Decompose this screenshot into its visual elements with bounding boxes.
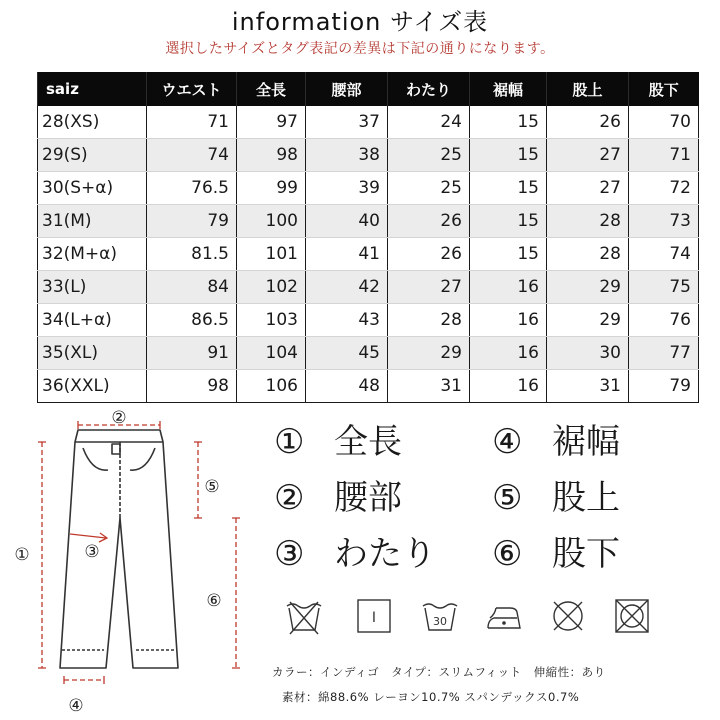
marker-5: ⑤ (204, 477, 220, 497)
table-cell: 27 (388, 271, 470, 304)
column-header: わたり (388, 72, 470, 106)
column-header: 股上 (547, 72, 629, 106)
dry-clean-letter: I (371, 610, 377, 626)
table-cell: 100 (237, 205, 306, 238)
table-cell: 43 (306, 304, 388, 337)
legend-number: ⑤ (492, 478, 523, 518)
table-cell: 103 (237, 304, 306, 337)
column-header: 股下 (629, 72, 699, 106)
table-cell: 79 (147, 205, 237, 238)
legend-label: わたり (334, 534, 436, 574)
table-cell: 91 (147, 337, 237, 370)
legend-number: ① (274, 422, 305, 462)
table-cell: 76.5 (147, 172, 237, 205)
table-cell: 104 (237, 337, 306, 370)
table-cell: 42 (306, 271, 388, 304)
table-cell: 70 (629, 106, 699, 139)
marker-1: ① (14, 545, 30, 565)
table-cell: 33(L) (38, 271, 147, 304)
table-cell: 75 (629, 271, 699, 304)
table-cell: 76 (629, 304, 699, 337)
table-row (38, 205, 699, 238)
table-cell: 40 (306, 205, 388, 238)
column-header: 腰部 (306, 72, 388, 106)
table-cell: 28 (547, 205, 629, 238)
table-cell: 36(XXL) (38, 370, 147, 403)
legend-label: 股上 (552, 478, 620, 518)
table-cell: 34(L+α) (38, 304, 147, 337)
table-row (38, 238, 699, 271)
table-cell: 31 (547, 370, 629, 403)
table-cell: 26 (388, 238, 470, 271)
table-cell: 77 (629, 337, 699, 370)
table-row (38, 271, 699, 304)
legend-label: 腰部 (334, 478, 402, 518)
table-cell: 16 (470, 304, 547, 337)
table-cell: 25 (388, 172, 470, 205)
table-cell: 15 (470, 106, 547, 139)
marker-6: ⑥ (206, 591, 222, 611)
page-title: information サイズ表 (231, 8, 489, 36)
table-cell: 15 (470, 205, 547, 238)
pants-diagram (0, 400, 270, 720)
table-cell: 29 (547, 271, 629, 304)
legend-number: ③ (274, 534, 305, 574)
column-header: 全長 (237, 72, 306, 106)
table-cell: 15 (470, 172, 547, 205)
marker-4: ④ (68, 696, 84, 716)
table-cell: 28 (547, 238, 629, 271)
do-not-wash-icon (284, 594, 324, 638)
legend-label: 全長 (334, 422, 402, 462)
spec-line-1: カラー：インディゴ タイプ：スリムフィット 伸縮性：あり (272, 665, 606, 679)
table-row (38, 139, 699, 172)
table-cell: 74 (147, 139, 237, 172)
do-not-tumble-dry-icon (612, 594, 652, 638)
size-table (37, 72, 699, 403)
spec-line-2: 素材：綿88.6% レーヨン10.7% スパンデックス0.7% (282, 690, 580, 704)
table-cell: 81.5 (147, 238, 237, 271)
table-row (38, 370, 699, 403)
column-header: saiz (38, 72, 147, 106)
table-cell: 99 (237, 172, 306, 205)
table-cell: 98 (237, 139, 306, 172)
table-header-row (38, 72, 699, 106)
table-cell: 26 (547, 106, 629, 139)
table-cell: 28 (388, 304, 470, 337)
table-cell: 25 (388, 139, 470, 172)
table-cell: 72 (629, 172, 699, 205)
table-cell: 29 (547, 304, 629, 337)
table-cell: 30(S+α) (38, 172, 147, 205)
legend-item (274, 534, 436, 574)
table-cell: 32(M+α) (38, 238, 147, 271)
table-cell: 29(S) (38, 139, 147, 172)
table-cell: 30 (547, 337, 629, 370)
table-cell: 15 (470, 238, 547, 271)
table-cell: 37 (306, 106, 388, 139)
legend-item (274, 478, 402, 518)
do-not-bleach-icon (548, 594, 588, 638)
legend-item (492, 534, 620, 574)
legend-item (274, 422, 402, 462)
table-cell: 98 (147, 370, 237, 403)
table-cell: 38 (306, 139, 388, 172)
wash-temp: 30 (433, 615, 447, 628)
legend-number: ④ (492, 422, 523, 462)
legend-item (492, 422, 620, 462)
table-cell: 39 (306, 172, 388, 205)
column-header: ウエスト (147, 72, 237, 106)
table-cell: 73 (629, 205, 699, 238)
table-cell: 71 (147, 106, 237, 139)
table-cell: 48 (306, 370, 388, 403)
legend-label: 裾幅 (552, 422, 620, 462)
legend-number: ⑥ (492, 534, 523, 574)
table-cell: 41 (306, 238, 388, 271)
table-cell: 71 (629, 139, 699, 172)
table-cell: 84 (147, 271, 237, 304)
table-cell: 74 (629, 238, 699, 271)
wash-30-icon (420, 594, 460, 638)
table-cell: 35(XL) (38, 337, 147, 370)
table-cell: 101 (237, 238, 306, 271)
table-cell: 27 (547, 139, 629, 172)
table-cell: 86.5 (147, 304, 237, 337)
table-cell: 27 (547, 172, 629, 205)
table-cell: 79 (629, 370, 699, 403)
marker-3: ③ (84, 542, 100, 562)
column-header: 裾幅 (470, 72, 547, 106)
legend-label: 股下 (552, 534, 620, 574)
table-cell: 28(XS) (38, 106, 147, 139)
table-cell: 15 (470, 139, 547, 172)
table-cell: 16 (470, 337, 547, 370)
marker-2: ② (111, 408, 127, 428)
table-row (38, 337, 699, 370)
table-cell: 16 (470, 370, 547, 403)
table-cell: 29 (388, 337, 470, 370)
table-row (38, 172, 699, 205)
table-row (38, 106, 699, 139)
iron-low-icon (484, 594, 524, 638)
table-cell: 97 (237, 106, 306, 139)
table-cell: 45 (306, 337, 388, 370)
table-cell: 24 (388, 106, 470, 139)
table-cell: 31(M) (38, 205, 147, 238)
legend-number: ② (274, 478, 305, 518)
care-symbols (282, 594, 672, 644)
table-cell: 16 (470, 271, 547, 304)
table-cell: 26 (388, 205, 470, 238)
legend-item (492, 478, 620, 518)
pants-outline (60, 430, 178, 668)
dry-clean-letter-icon (354, 594, 394, 638)
table-cell: 102 (237, 271, 306, 304)
size-note: 選択したサイズとタグ表記の差異は下記の通りになります。 (165, 41, 555, 57)
table-row (38, 304, 699, 337)
table-cell: 31 (388, 370, 470, 403)
table-cell: 106 (237, 370, 306, 403)
